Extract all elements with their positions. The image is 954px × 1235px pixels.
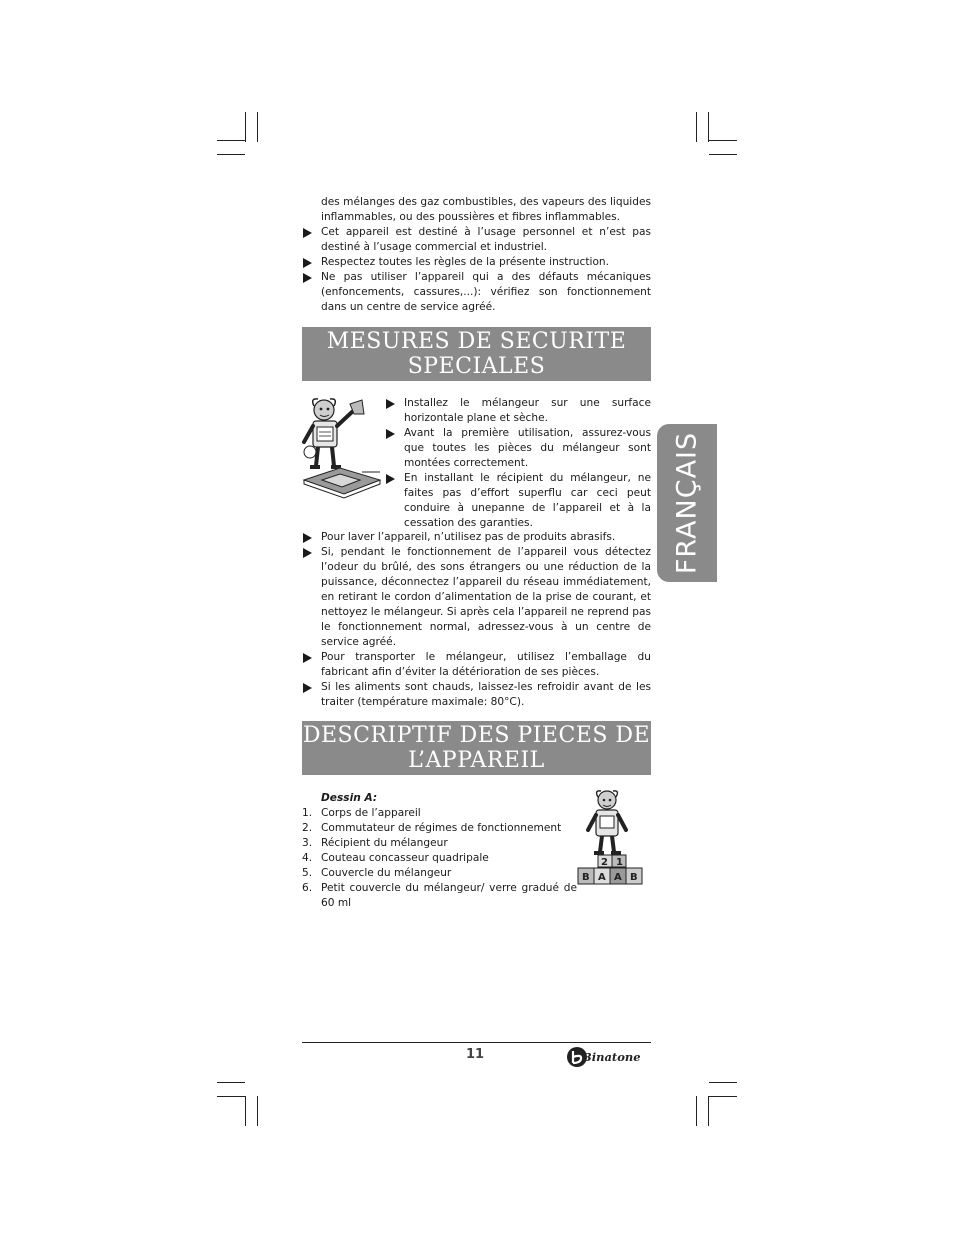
drawing-label: Dessin A: xyxy=(321,792,378,804)
parts-list xyxy=(302,806,577,911)
bullet-arrow-icon xyxy=(303,533,312,543)
block-letter: A xyxy=(598,872,606,883)
bullet-arrow-icon xyxy=(386,399,395,409)
safety-bullet-list xyxy=(302,530,651,710)
list-item: 3. Récipient du mélangeur xyxy=(302,837,448,849)
technician-illustration xyxy=(300,392,382,500)
page-number: 11 xyxy=(465,1047,485,1062)
list-item: Si, pendant le fonctionnement de l’appareil vous détectez l’odeur du brûlé, des sons étrangers ou une réduction de la puissance, déconnectez l’appareil du réseau immédiatement, en retirant le cordon d’alimentation de la prise de courant, et nettoyez le mélangeur. Si après cela l’appareil ne reprend pas le fonctionnement normal, adressez-vous à un centre de service agréé. xyxy=(302,545,651,650)
intro-bullet-list xyxy=(302,225,651,315)
brand-name: Binatone xyxy=(582,1050,641,1064)
blocks-illustration xyxy=(574,788,654,894)
figure-bullet-list xyxy=(385,396,651,531)
bullet-arrow-icon xyxy=(303,228,312,238)
block-letter: A xyxy=(614,872,622,883)
list-item: Respectez toutes les règles de la présente instruction. xyxy=(302,255,651,270)
bullet-arrow-icon xyxy=(303,258,312,268)
heading-line: MESURES DE SECURITE xyxy=(326,329,627,354)
bullet-arrow-icon xyxy=(303,653,312,663)
safety-bullet-block xyxy=(302,530,651,710)
list-item: Si les aliments sont chauds, laissez-les refroidir avant de les traiter (température maximale: 80°C). xyxy=(302,680,651,710)
list-item: Avant la première utilisation, assurez-vous que toutes les pièces du mélangeur sont montées correctement. xyxy=(385,426,651,471)
heading-line: DESCRIPTIF DES PIECES DE xyxy=(302,723,651,748)
block-letter: 1 xyxy=(616,857,623,868)
list-item: 6. Petit couvercle du mélangeur/ verre gradué de 60 ml xyxy=(302,882,577,909)
bullet-arrow-icon xyxy=(303,683,312,693)
bullet-arrow-icon xyxy=(303,273,312,283)
footer-divider xyxy=(302,1042,651,1043)
section-heading-safety xyxy=(302,327,651,381)
bullet-arrow-icon xyxy=(386,474,395,484)
list-item: Installez le mélangeur sur une surface horizontale plane et sèche. xyxy=(385,396,651,426)
language-tab-label: FRANÇAIS xyxy=(671,431,703,575)
bullet-arrow-icon xyxy=(386,429,395,439)
list-item: Ne pas utiliser l’appareil qui a des défauts mécaniques (enfoncements, cassures,...): vérifiez son fonctionnement dans un centre de service agréé. xyxy=(302,270,651,315)
list-item: Pour transporter le mélangeur, utilisez l’emballage du fabricant afin d’éviter la détérioration de ses pièces. xyxy=(302,650,651,680)
intro-continuation: des mélanges des gaz combustibles, des vapeurs des liquides inflammables, ou des poussières et fibres inflammables. xyxy=(321,196,651,223)
bullet-arrow-icon xyxy=(303,548,312,558)
block-letter: B xyxy=(582,872,590,883)
block-letter: 2 xyxy=(601,857,608,868)
parts-block xyxy=(302,791,577,911)
list-item: 5. Couvercle du mélangeur xyxy=(302,867,452,879)
list-item: 2. Commutateur de régimes de fonctionnement xyxy=(302,822,562,834)
section-heading-parts xyxy=(302,721,651,775)
heading-line: SPECIALES xyxy=(407,354,546,379)
list-item: Cet appareil est destiné à l’usage personnel et n’est pas destiné à l’usage commercial et industriel. xyxy=(302,225,651,255)
list-item: 4. Couteau concasseur quadripale xyxy=(302,852,489,864)
figure-bullet-block xyxy=(385,396,651,531)
list-item: 1. Corps de l’appareil xyxy=(302,807,421,819)
intro-block xyxy=(302,195,651,315)
language-tab xyxy=(657,424,717,582)
heading-line: L’APPAREIL xyxy=(408,748,545,773)
list-item: En installant le récipient du mélangeur, ne faites pas d’effort superflu car ceci peut conduire à unepanne de l’appareil et à la cessation des garanties. xyxy=(385,471,651,531)
list-item: Pour laver l’appareil, n’utilisez pas de produits abrasifs. xyxy=(302,530,651,545)
block-letter: B xyxy=(630,872,638,883)
